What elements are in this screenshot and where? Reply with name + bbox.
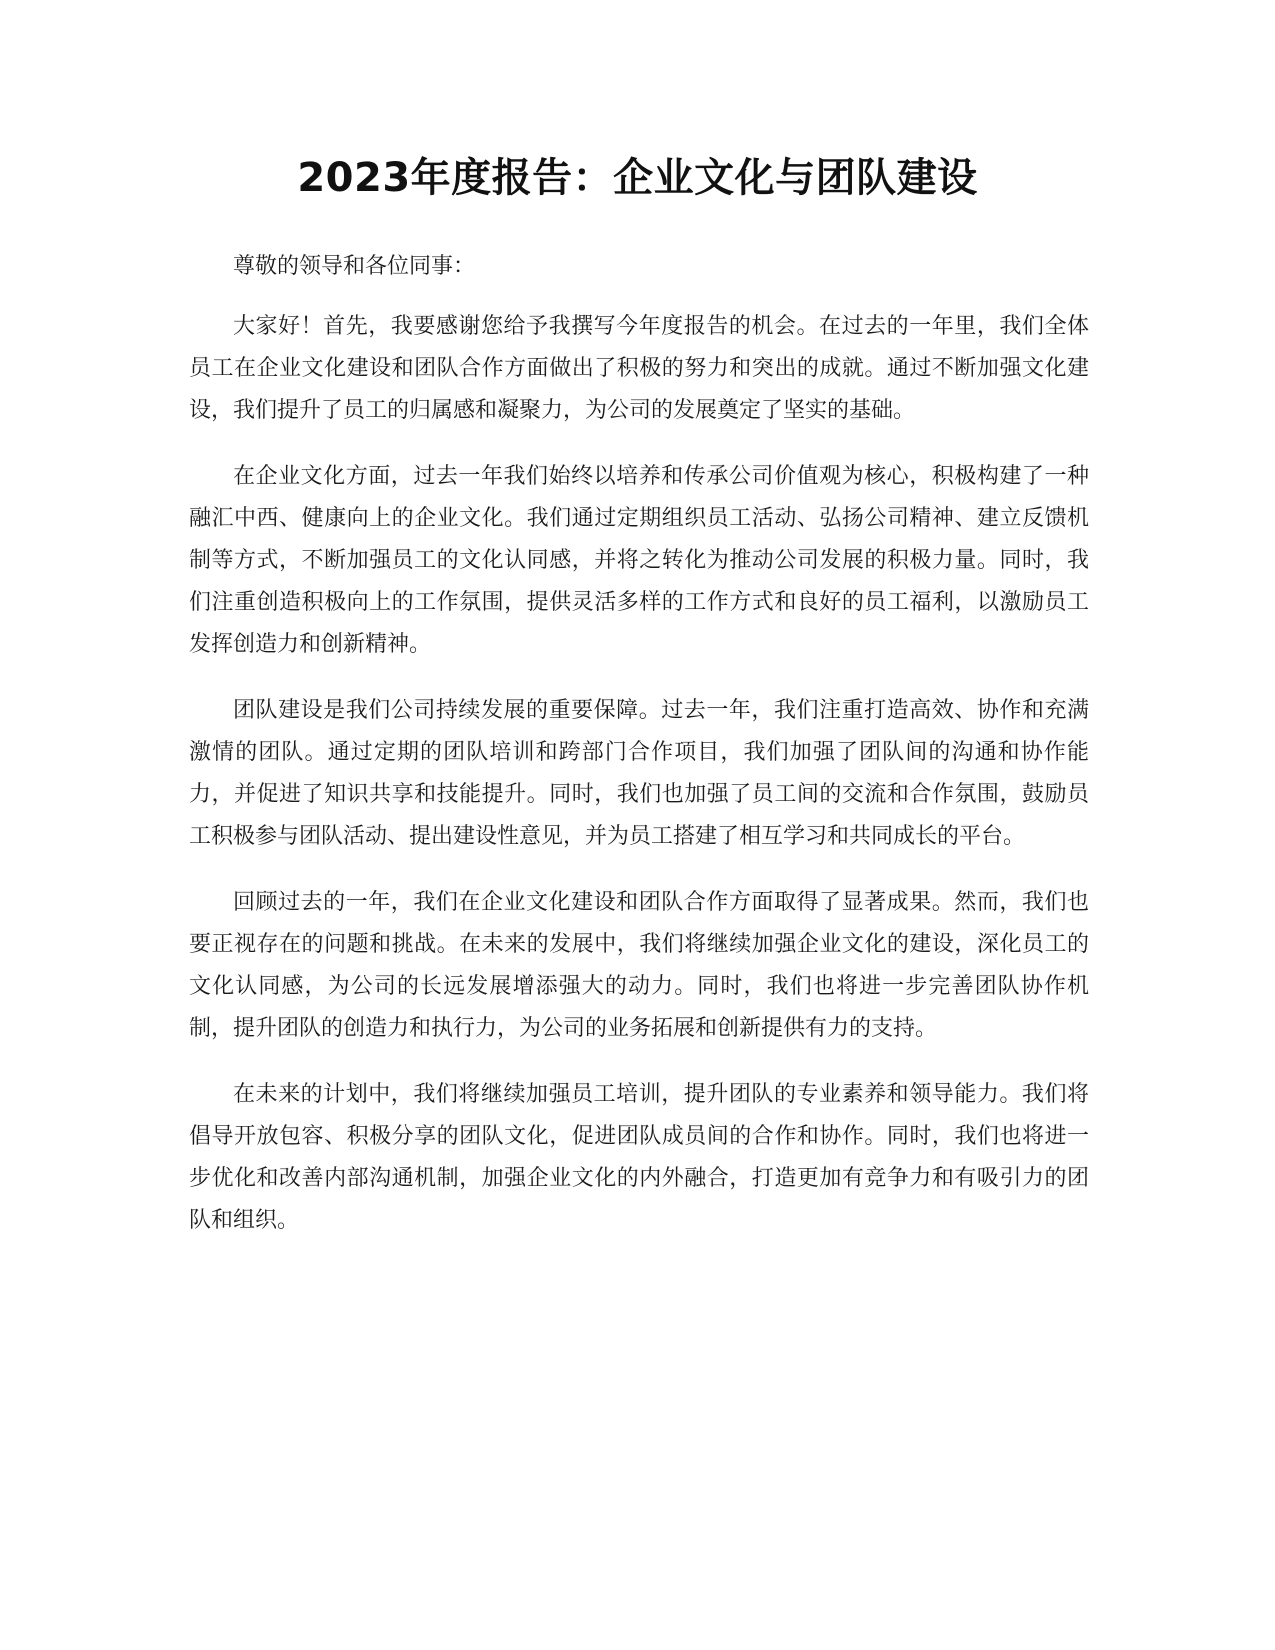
- salutation: 尊敬的领导和各位同事：: [233, 254, 476, 279]
- paragraph-1: 大家好！首先，我要感谢您给予我撰写今年度报告的机会。在过去的一年里，我们全体员工在企业文化建设和团队合作方面做出了积极的努力和突出的成就。通过不断加强文化建设，我们提升了员工的归属感和凝聚力，为公司的发展奠定了坚实的基础。: [189, 314, 1089, 423]
- paragraph-2: 在企业文化方面，过去一年我们始终以培养和传承公司价值观为核心，积极构建了一种融汇中西、健康向上的企业文化。我们通过定期组织员工活动、弘扬公司精神、建立反馈机制等方式，不断加强员工的文化认同感，并将之转化为推动公司发展的积极力量。同时，我们注重创造积极向上的工作氛围，提供灵活多样的工作方式和良好的员工福利，以激励员工发挥创造力和创新精神。: [189, 464, 1089, 657]
- paragraph-5: 在未来的计划中，我们将继续加强员工培训，提升团队的专业素养和领导能力。我们将倡导开放包容、积极分享的团队文化，促进团队成员间的合作和协作。同时，我们也将进一步优化和改善内部沟通机制，加强企业文化的内外融合，打造更加有竞争力和有吸引力的团队和组织。: [189, 1082, 1089, 1233]
- paragraph-3: 团队建设是我们公司持续发展的重要保障。过去一年，我们注重打造高效、协作和充满激情的团队。通过定期的团队培训和跨部门合作项目，我们加强了团队间的沟通和协作能力，并促进了知识共享和技能提升。同时，我们也加强了员工间的交流和合作氛围，鼓励员工积极参与团队活动、提出建设性意见，并为员工搭建了相互学习和共同成长的平台。: [189, 698, 1089, 849]
- document-title: 2023年度报告：企业文化与团队建设: [297, 155, 978, 201]
- paragraph-4: 回顾过去的一年，我们在企业文化建设和团队合作方面取得了显著成果。然而，我们也要正视存在的问题和挑战。在未来的发展中，我们将继续加强企业文化的建设，深化员工的文化认同感，为公司的长远发展增添强大的动力。同时，我们也将进一步完善团队协作机制，提升团队的创造力和执行力，为公司的业务拓展和创新提供有力的支持。: [189, 890, 1089, 1041]
- document-body: [189, 246, 1089, 1266]
